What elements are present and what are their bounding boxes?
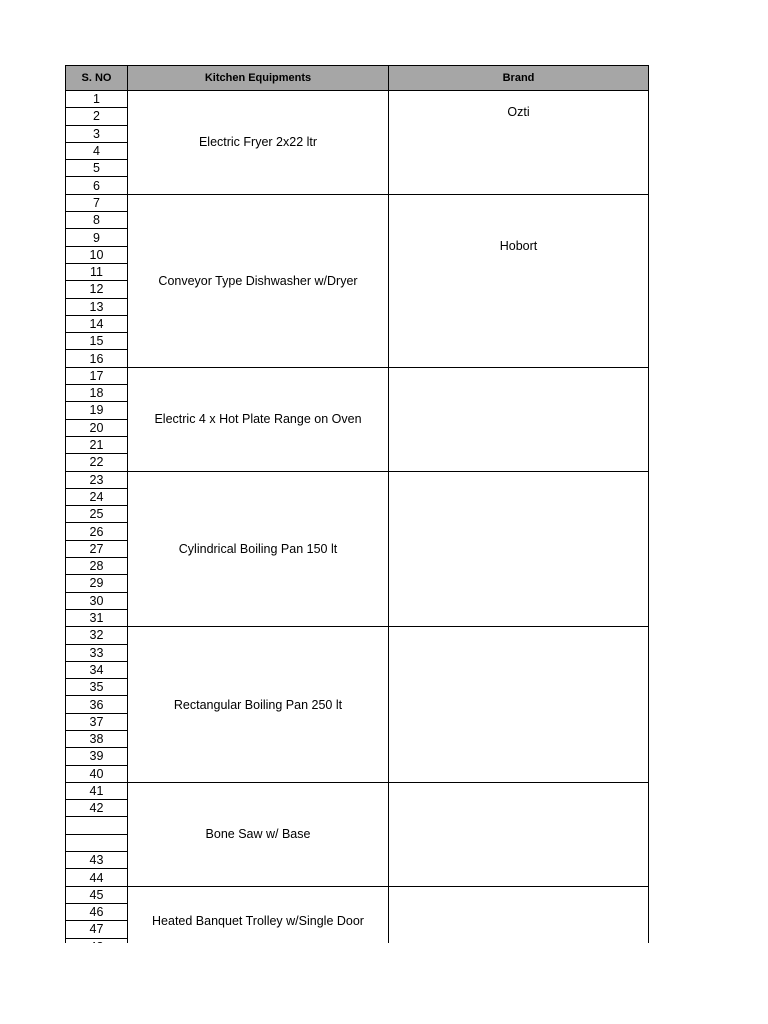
equipment-name-cell: Heated Banquet Trolley w/Single Door — [128, 886, 389, 955]
header-brand: Brand — [389, 66, 649, 91]
serial-number-cell: 1 — [66, 91, 128, 108]
brand-cell — [389, 471, 649, 627]
serial-number-cell — [66, 834, 128, 851]
serial-number-cell: 21 — [66, 436, 128, 453]
serial-number-cell: 19 — [66, 402, 128, 419]
serial-number-cell: 7 — [66, 194, 128, 211]
serial-number-cell: 5 — [66, 160, 128, 177]
equipment-name-cell: Electric Fryer 2x22 ltr — [128, 91, 389, 195]
table-row — [66, 91, 649, 108]
serial-number-cell: 29 — [66, 575, 128, 592]
serial-number-cell: 4 — [66, 142, 128, 159]
brand-name: Ozti — [507, 105, 530, 119]
serial-number-cell: 40 — [66, 765, 128, 782]
equipment-name-cell: Cylindrical Boiling Pan 150 lt — [128, 471, 389, 627]
serial-number-cell: 31 — [66, 609, 128, 626]
brand-cell — [389, 782, 649, 886]
serial-number-cell: 32 — [66, 627, 128, 644]
serial-number-cell: 11 — [66, 263, 128, 280]
serial-number-cell: 34 — [66, 661, 128, 678]
serial-number-cell: 18 — [66, 385, 128, 402]
serial-number-cell: 13 — [66, 298, 128, 315]
equipment-name-cell: Bone Saw w/ Base — [128, 782, 389, 886]
table-body — [66, 91, 649, 956]
equipment-name-cell: Rectangular Boiling Pan 250 lt — [128, 627, 389, 783]
serial-number-cell: 28 — [66, 558, 128, 575]
serial-number-cell: 6 — [66, 177, 128, 194]
serial-number-cell: 26 — [66, 523, 128, 540]
serial-number-cell: 41 — [66, 782, 128, 799]
serial-number-cell: 15 — [66, 333, 128, 350]
serial-number-cell: 16 — [66, 350, 128, 367]
serial-number-cell: 47 — [66, 921, 128, 938]
table-row — [66, 194, 649, 211]
serial-number-cell: 14 — [66, 315, 128, 332]
serial-number-cell: 38 — [66, 730, 128, 747]
serial-number-cell: 45 — [66, 886, 128, 903]
serial-number-cell: 27 — [66, 540, 128, 557]
table-row — [66, 627, 649, 644]
header-kitchen-equipments: Kitchen Equipments — [128, 66, 389, 91]
equipment-table — [65, 65, 649, 956]
brand-cell — [389, 91, 649, 195]
brand-cell — [389, 367, 649, 471]
serial-number-cell: 17 — [66, 367, 128, 384]
serial-number-cell — [66, 817, 128, 834]
page-bottom-margin — [0, 943, 768, 1024]
serial-number-cell: 2 — [66, 108, 128, 125]
header-row — [66, 66, 649, 91]
serial-number-cell: 10 — [66, 246, 128, 263]
serial-number-cell: 42 — [66, 800, 128, 817]
serial-number-cell: 22 — [66, 454, 128, 471]
serial-number-cell: 46 — [66, 903, 128, 920]
serial-number-cell: 39 — [66, 748, 128, 765]
serial-number-cell: 12 — [66, 281, 128, 298]
equipment-name-cell: Electric 4 x Hot Plate Range on Oven — [128, 367, 389, 471]
table-row — [66, 782, 649, 799]
table-row — [66, 886, 649, 903]
serial-number-cell: 8 — [66, 212, 128, 229]
serial-number-cell: 9 — [66, 229, 128, 246]
serial-number-cell: 25 — [66, 506, 128, 523]
serial-number-cell: 33 — [66, 644, 128, 661]
brand-cell — [389, 627, 649, 783]
brand-cell — [389, 194, 649, 367]
brand-name: Hobort — [499, 238, 538, 253]
serial-number-cell: 37 — [66, 713, 128, 730]
serial-number-cell: 44 — [66, 869, 128, 886]
serial-number-cell: 35 — [66, 679, 128, 696]
serial-number-cell: 36 — [66, 696, 128, 713]
serial-number-cell: 23 — [66, 471, 128, 488]
serial-number-cell: 43 — [66, 852, 128, 869]
header-serial-number: S. NO — [66, 66, 128, 91]
serial-number-cell: 30 — [66, 592, 128, 609]
serial-number-cell: 20 — [66, 419, 128, 436]
serial-number-cell: 3 — [66, 125, 128, 142]
table-row — [66, 471, 649, 488]
table-row — [66, 367, 649, 384]
serial-number-cell: 24 — [66, 488, 128, 505]
equipment-name-cell: Conveyor Type Dishwasher w/Dryer — [128, 194, 389, 367]
